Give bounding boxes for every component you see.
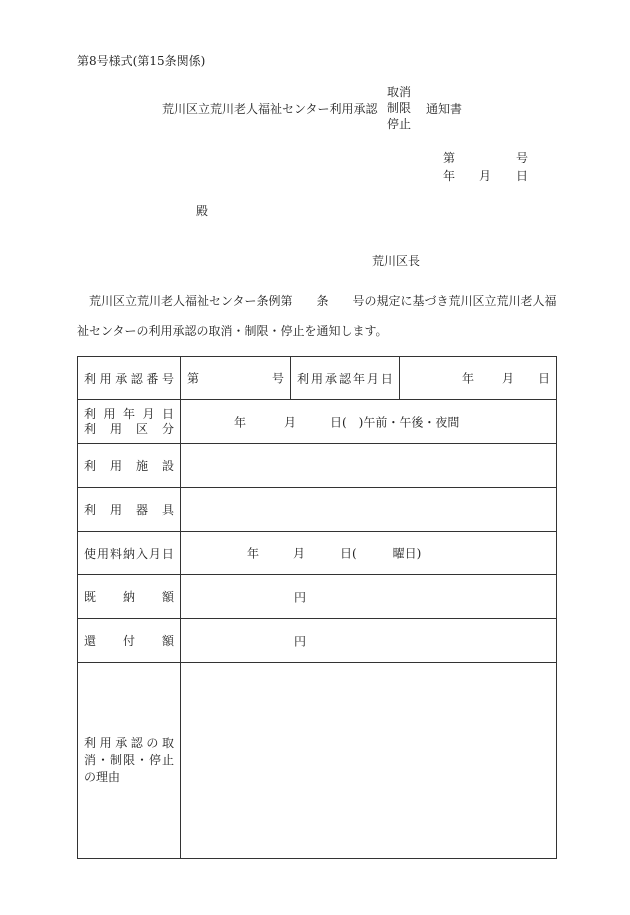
refund-unit: 円 — [294, 634, 307, 648]
row-facility — [78, 444, 557, 488]
equipment-label: 利 用 器 具 — [78, 488, 181, 532]
reason-value[interactable] — [181, 663, 557, 859]
fee-day-weekday: 日( 曜日) — [340, 546, 422, 561]
notice-table — [77, 356, 557, 859]
title-option-cancel: 取消 — [387, 85, 412, 99]
addressee-suffix: 殿 — [196, 204, 209, 218]
approval-number-label: 利 用 承 認 番 号 — [78, 357, 181, 400]
row-approval-number — [78, 357, 557, 400]
form-number: 第8号様式(第15条関係) — [77, 54, 206, 68]
facility-value[interactable] — [181, 444, 557, 488]
reason-label: 利用承認の取消・制限・停止の理由 — [78, 663, 181, 859]
approval-date-month: 月 — [502, 371, 515, 386]
doc-no-prefix: 第 — [443, 151, 456, 165]
usage-month: 月 — [284, 415, 297, 429]
doc-date-day: 日 — [516, 169, 529, 183]
row-equipment — [78, 488, 557, 532]
usage-year: 年 — [234, 415, 247, 429]
approval-date-label: 利 用 承 認 年 月 日 — [291, 357, 400, 400]
doc-no-suffix: 号 — [516, 151, 529, 165]
refund-label: 還 付 額 — [78, 619, 181, 663]
fee-month: 月 — [293, 546, 306, 561]
approval-date-year: 年 — [462, 371, 475, 386]
title-notice: 通知書 — [426, 102, 463, 116]
fee-date-value[interactable] — [181, 532, 557, 575]
title-option-suspend: 停止 — [387, 117, 412, 131]
title-option-restrict: 制限 — [387, 101, 412, 115]
approval-date-day: 日 — [538, 371, 551, 386]
facility-label: 利 用 施 設 — [78, 444, 181, 488]
issuer: 荒川区長 — [372, 254, 421, 268]
doc-date-month: 月 — [479, 169, 492, 183]
doc-date-year: 年 — [443, 169, 456, 183]
refund-value[interactable] — [181, 619, 557, 663]
fee-date-label: 使 用 料 納 入 月 日 — [78, 532, 181, 575]
paid-unit: 円 — [294, 590, 307, 604]
approval-number-value[interactable] — [181, 357, 291, 400]
usage-date-value[interactable] — [181, 400, 557, 444]
row-reason — [78, 663, 557, 859]
row-refund-amount — [78, 619, 557, 663]
row-fee-date — [78, 532, 557, 575]
approval-number-suffix: 号 — [271, 371, 284, 386]
fee-year: 年 — [247, 546, 260, 561]
approval-date-value[interactable] — [400, 357, 557, 400]
equipment-value[interactable] — [181, 488, 557, 532]
title-options — [387, 84, 411, 132]
notice-body: 荒川区立荒川老人福祉センター条例第 条 号の規定に基づき荒川区立荒川老人福祉センターの利用承認の取消・制限・停止を通知します。 — [77, 294, 557, 338]
paid-value[interactable] — [181, 575, 557, 619]
document-title: 荒川区立荒川老人福祉センター利用承認 — [162, 102, 378, 116]
row-paid-amount — [78, 575, 557, 619]
usage-date-label: 利 用 年 月 日 利 用 区 分 — [78, 400, 181, 444]
usage-day-period: 日( )午前・午後・夜間 — [330, 415, 460, 429]
paid-label: 既 納 額 — [78, 575, 181, 619]
approval-number-prefix: 第 — [187, 371, 200, 386]
row-usage-date — [78, 400, 557, 444]
